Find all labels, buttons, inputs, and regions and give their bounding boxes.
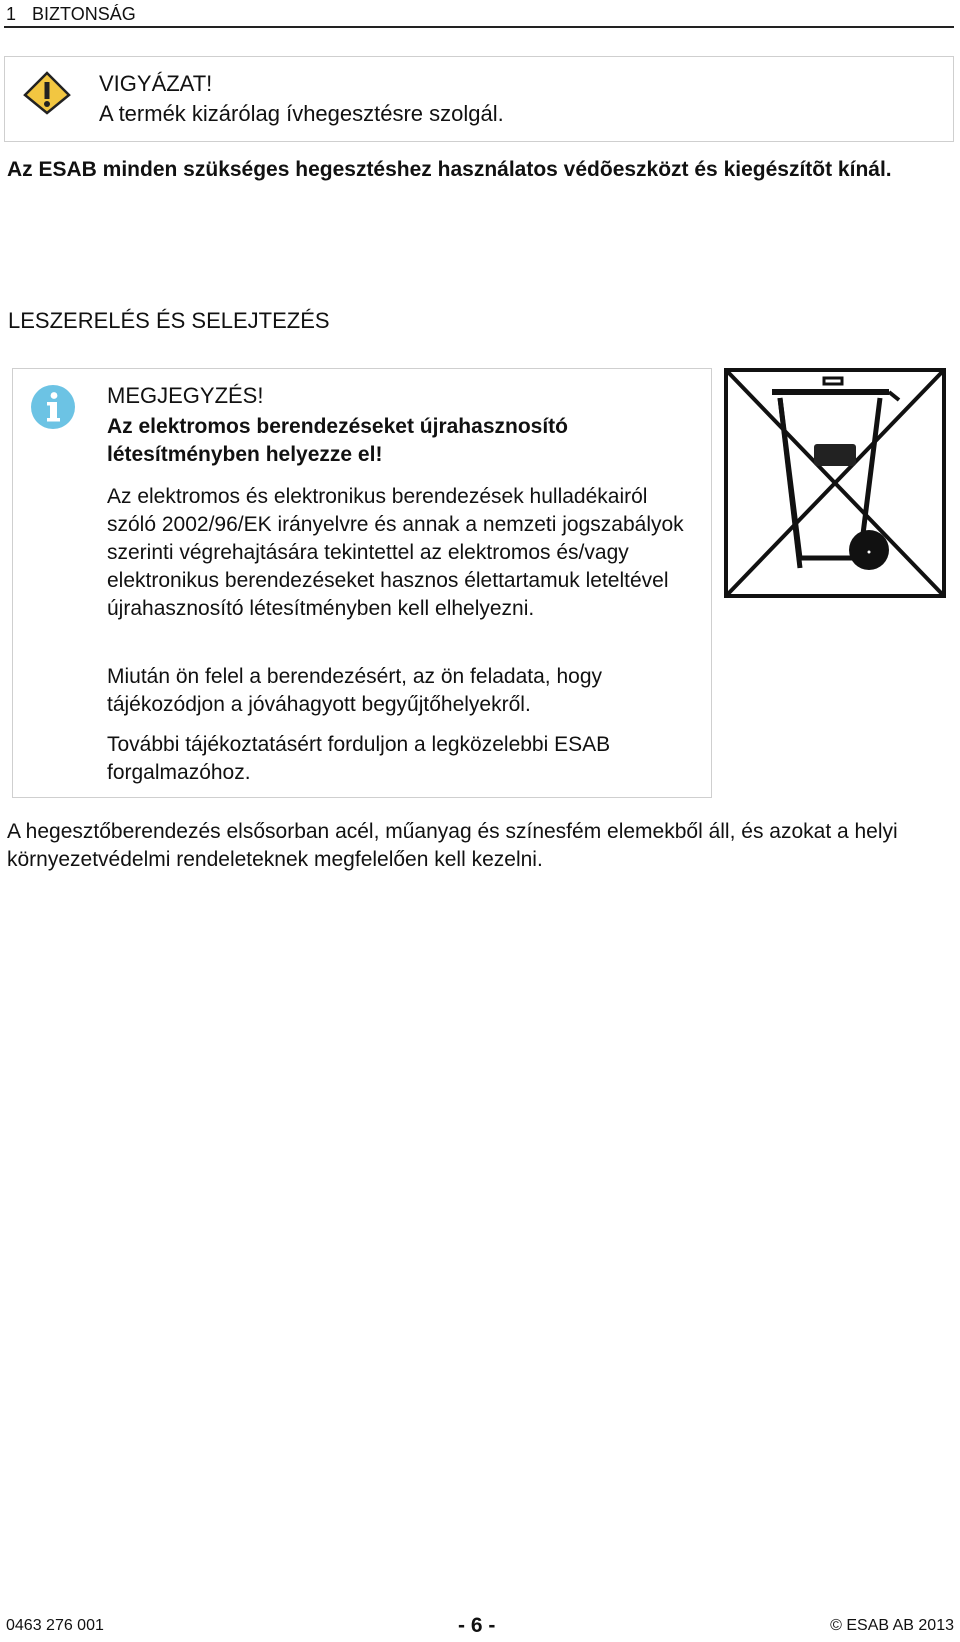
note-bold-text: Az elektromos berendezéseket újrahasznosító létesítményben helyezze el! [107,415,568,466]
note-box [12,368,712,798]
footer-copyright: © ESAB AB 2013 [830,1617,954,1634]
crossed-out-wheelie-bin-icon [724,368,946,598]
section-title: BIZTONSÁG [32,4,136,24]
note-paragraph-responsibility: Miután ön felel a berendezésért, az ön feladata, hogy tájékozódjon a jóváhagyott begyűjtőhelyekről. [107,665,602,716]
esab-accessories-paragraph: Az ESAB minden szükséges hegesztéshez használatos védõeszközt és kiegészítõt kínál. [7,158,892,181]
note-paragraph-directive: Az elektromos és elektronikus berendezések hulladékairól szóló 2002/96/EK irányelvre és annak a nemzeti jogszabályok szerinti végrehajtására tekintettel az elektromos és/vagy elektronikus berendezéseket hasznos élettartamuk leteltével újrahasznosító létesítményben kell elhelyezni. [107,485,684,620]
warning-triangle-icon [23,71,71,115]
footer-doc-number: 0463 276 001 [6,1617,104,1634]
footer-page-number: - 6 - [458,1614,496,1637]
disposal-section-title: LESZERELÉS ÉS SELEJTEZÉS [8,308,330,333]
note-label: MEGJEGYZÉS! [107,383,264,408]
note-paragraph-contact: További tájékoztatásért forduljon a legközelebbi ESAB forgalmazóhoz. [107,733,611,784]
info-icon [29,383,77,431]
warning-text: A termék kizárólag ívhegesztésre szolgál. [99,101,504,126]
section-number: 1 [6,4,17,24]
warning-box [4,56,954,142]
page-header [4,2,954,28]
warning-title: VIGYÁZAT! [99,71,213,96]
materials-paragraph: A hegesztőberendezés elsősorban acél, műanyag és színesfém elemekből áll, és azokat a helyi környezetvédelmi rendeleteknek megfelelően kell kezelni. [7,820,898,871]
